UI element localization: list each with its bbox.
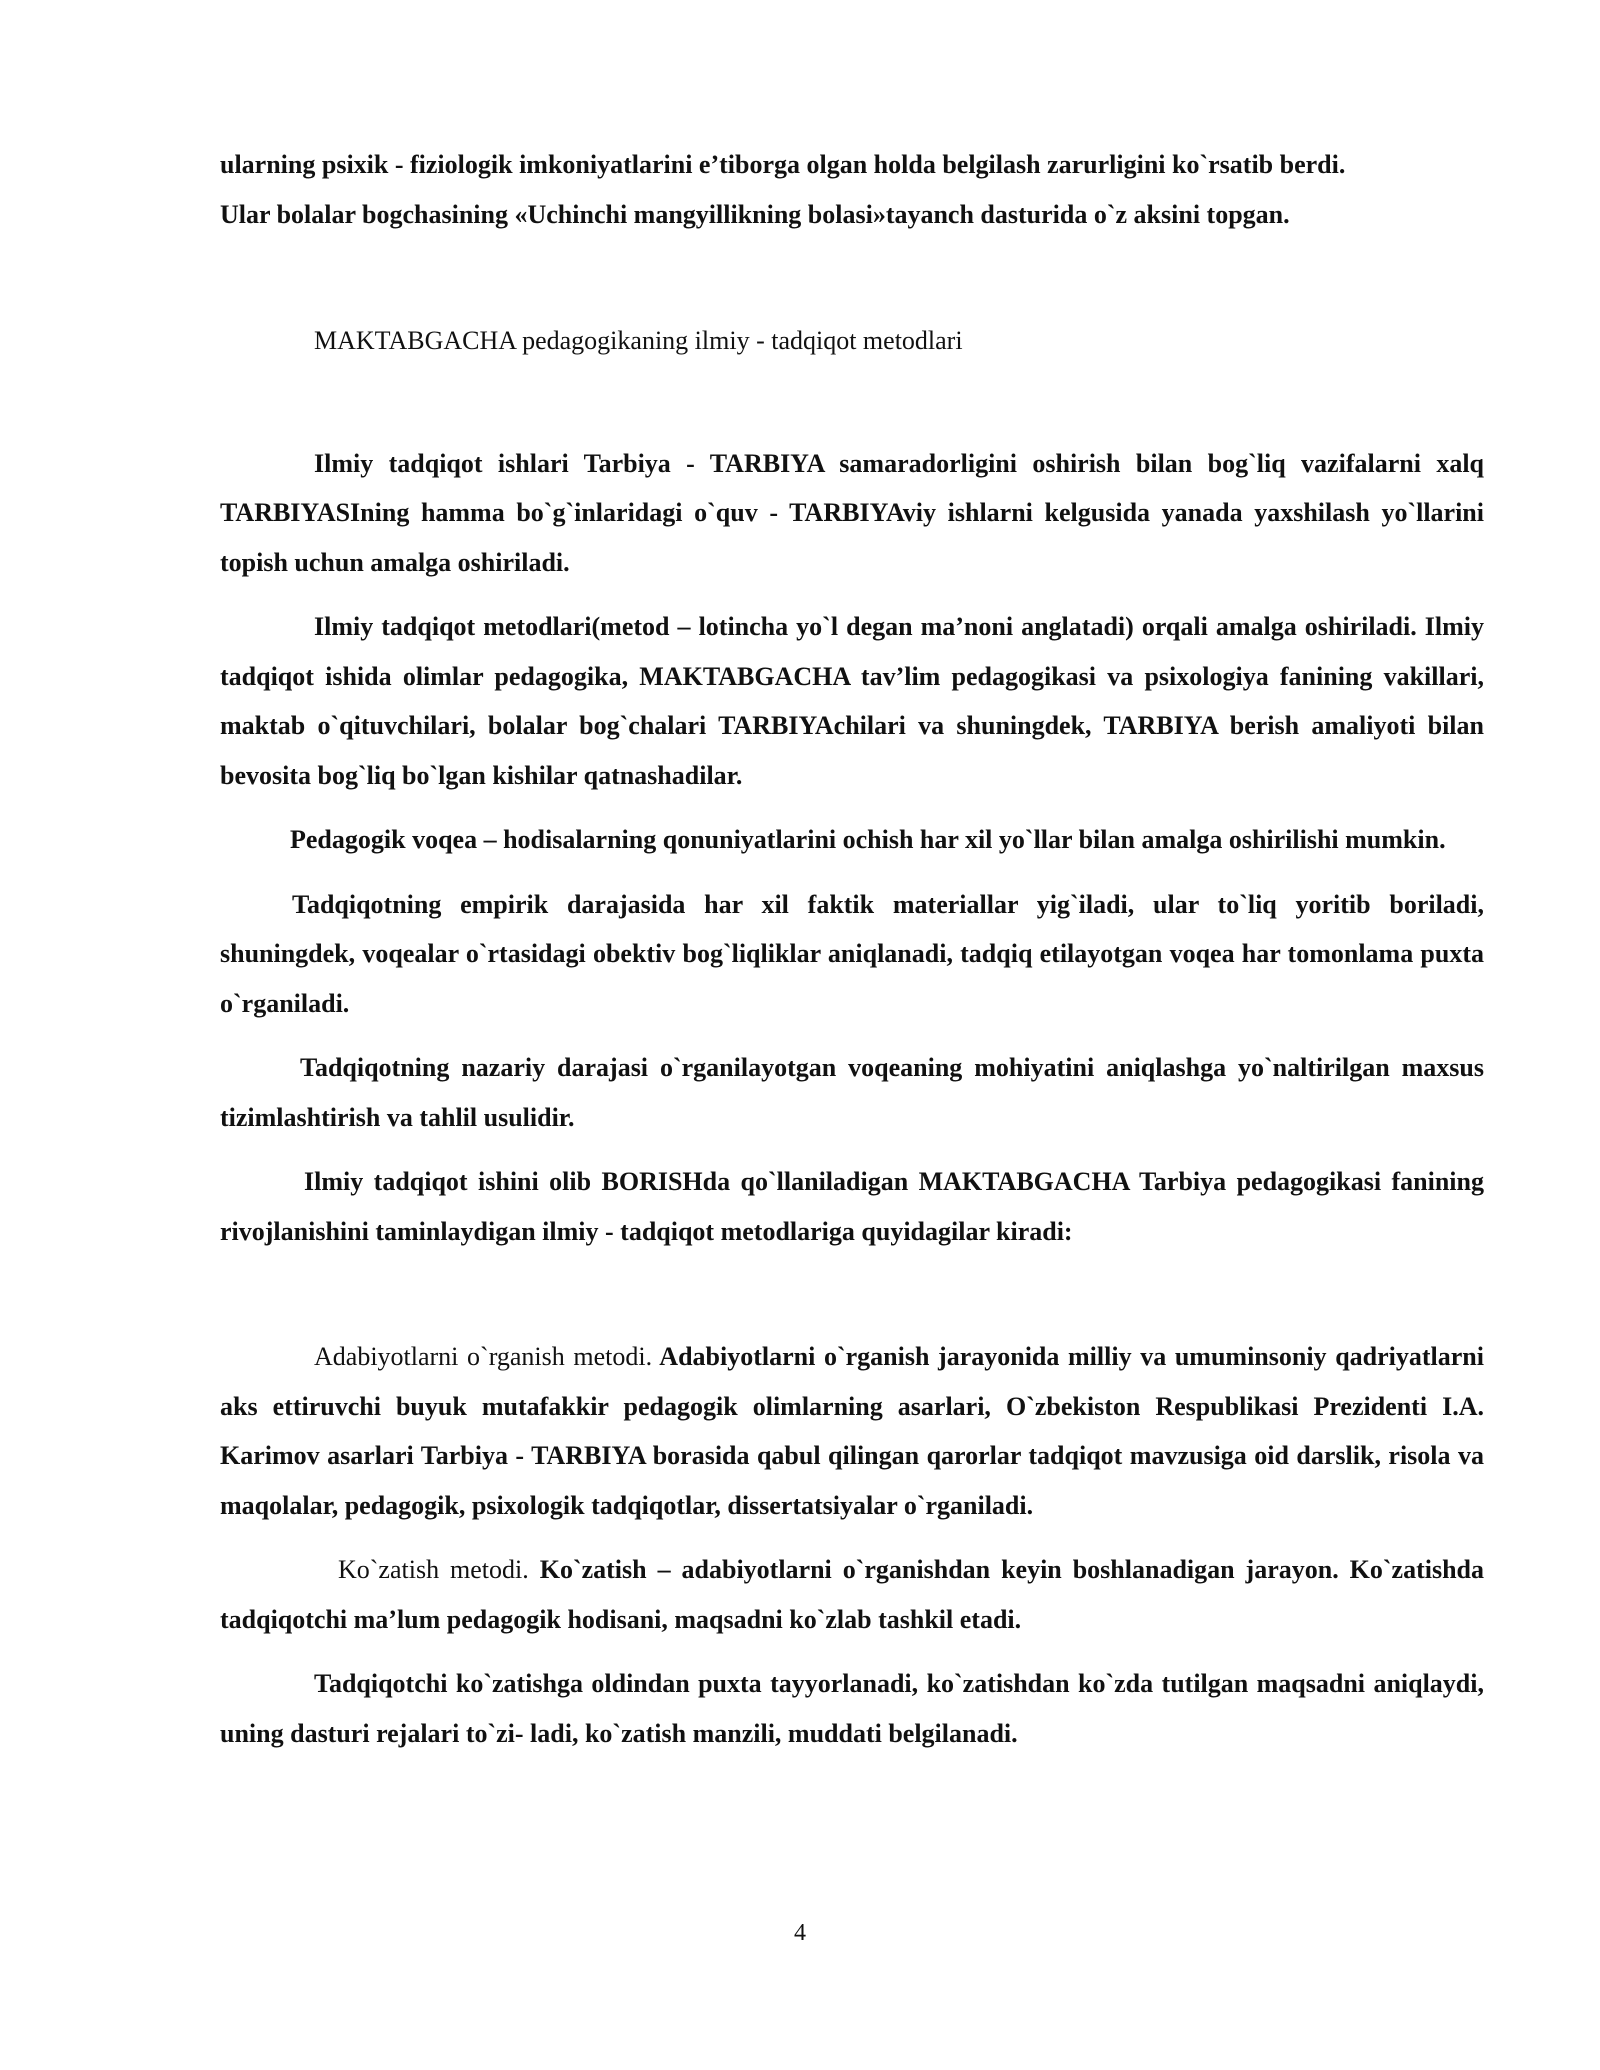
method-adabiyotlar-paragraph bbox=[220, 1332, 1484, 1530]
paragraph-4: Tadqiqotning empirik darajasida har xil faktik materiallar yig`iladi, ular to`liq yoritib boriladi, shuningdek, voqealar o`rtasidagi obektiv bog`liqliklar aniqlanadi, tadqiq etilayotgan voqea har tomonlama puxta o`rganiladi. bbox=[220, 889, 1484, 1018]
final-paragraph: Tadqiqotchi ko`zatishga oldindan puxta tayyorlanadi, ko`zatishdan ko`zda tutilgan maqsadni aniqlaydi, uning dasturi rejalari to`zi- ladi, ko`zatish manzili, muddati belgilanadi. bbox=[220, 1669, 1484, 1748]
section-heading: MAKTABGACHA pedagogikaning ilmiy - tadqiqot metodlari bbox=[314, 326, 963, 355]
paragraph-1: Ilmiy tadqiqot ishlari Tarbiya - TARBIYA samaradorligini oshirish bilan bog`liq vazifalarni xalq TARBIYASIning hamma bo`g`inlaridagi o`quv - TARBIYAviy ishlarni kelgusida yanada yaxshilash yo`llarini topish uchun amalga oshiriladi. bbox=[220, 448, 1484, 577]
document-page bbox=[220, 140, 1484, 1758]
paragraph-2: Ilmiy tadqiqot metodlari(metod – lotincha yo`l degan ma’noni anglatadi) orqali amalga oshiriladi. Ilmiy tadqiqot ishida olimlar pedagogika, MAKTABGACHA tav’lim pedagogikasi va psixologiya fanining vakillari, maktab o`qituvchilari, bolalar bog`chalari TARBIYAchilari va shuningdek, TARBIYA berish amaliyoti bilan bevosita bog`liq bo`lgan kishilar qatnashadilar. bbox=[220, 612, 1484, 790]
method-kozatish-body: Ko`zatish – adabiyotlarni o`rganishdan keyin boshlanadigan jarayon. Ko`zatishda tadqiqotchi ma’lum pedagogik hodisani, maqsadni ko`zlab tashkil etadi. bbox=[220, 1555, 1485, 1634]
intro-line-1: ularning psixik - fiziologik imkoniyatlarini e’tiborga olgan holda belgilash zarurligini ko`rsatib berdi. bbox=[220, 150, 1346, 179]
method-kozatish-title: Ko`zatish metodi. bbox=[338, 1555, 529, 1584]
method-kozatish-paragraph bbox=[220, 1545, 1484, 1644]
method-adabiyotlar-title: Adabiyotlarni o`rganish metodi. bbox=[314, 1342, 653, 1371]
method-adabiyotlar-body: Adabiyotlarni o`rganish jarayonida milliy va umuminsoniy qadriyatlarni aks ettiruvchi buyuk mutafakkir pedagogik olimlarning asarlari, O`zbekiston Respublikasi Prezidenti I.A. Karimov asarlari Tarbiya - TARBIYA borasida qabul qilingan qarorlar tadqiqot mavzusiga oid darslik, risola va maqolalar, pedagogik, psixologik tadqiqotlar, dissertatsiyalar o`rganiladi. bbox=[220, 1342, 1484, 1520]
page-number: 4 bbox=[794, 1920, 806, 1946]
intro-line-2: Ular bolalar bogchasining «Uchinchi mangyillikning bolasi»tayanch dasturida o`z aksini topgan. bbox=[220, 199, 1290, 229]
paragraph-6: Ilmiy tadqiqot ishini olib BORISHda qo`llaniladigan MAKTABGACHA Tarbiya pedagogikasi fanining rivojlanishini taminlaydigan ilmiy - tadqiqot metodlariga quyidagilar kiradi: bbox=[220, 1167, 1484, 1246]
paragraph-5: Tadqiqotning nazariy darajasi o`rganilayotgan voqeaning mohiyatini aniqlashga yo`naltirilgan maxsus tizimlashtirish va tahlil usulidir. bbox=[220, 1053, 1484, 1132]
paragraph-3: Pedagogik voqea – hodisalarning qonuniyatlarini ochish har xil yo`llar bilan amalga oshirilishi mumkin. bbox=[290, 825, 1446, 854]
